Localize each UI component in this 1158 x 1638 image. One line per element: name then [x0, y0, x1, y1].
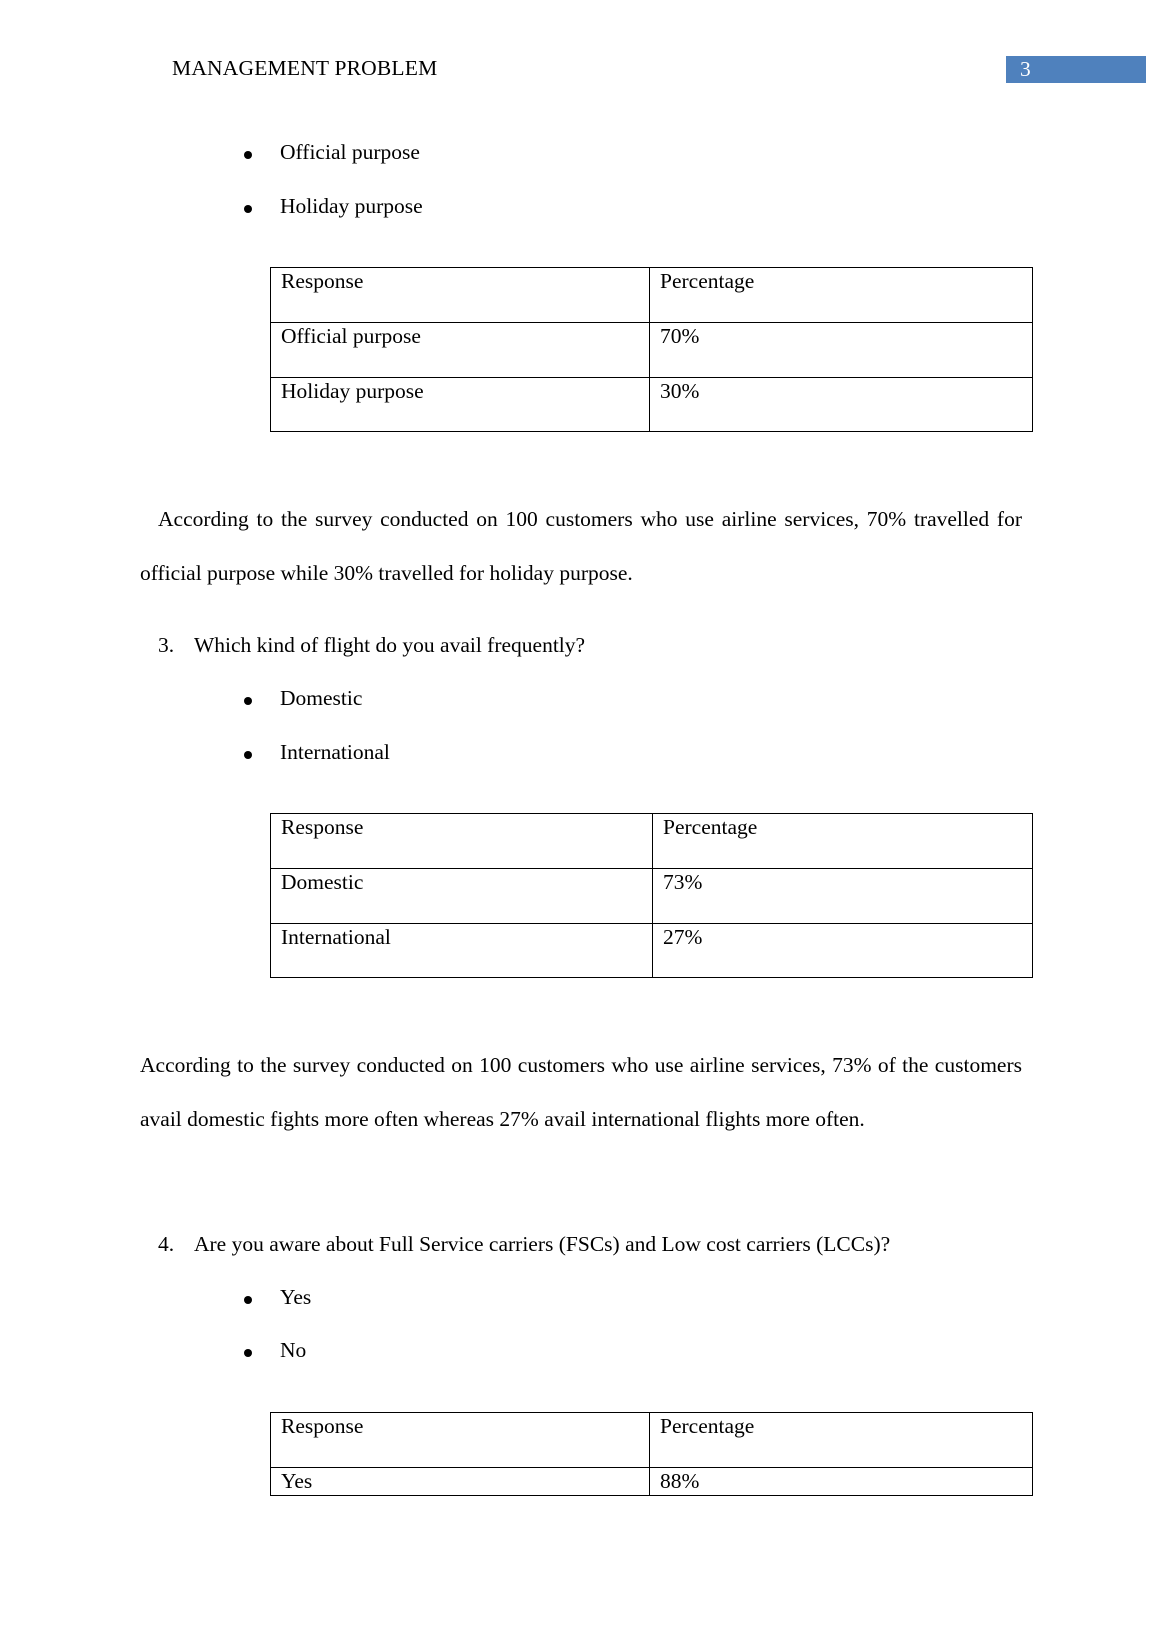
- bullet-text: No: [280, 1338, 307, 1362]
- table-cell: 88%: [650, 1468, 1033, 1496]
- table-row: [271, 869, 1033, 924]
- response-table-purpose: [270, 267, 1033, 432]
- table-header-cell: Response: [271, 814, 653, 869]
- table-row: [271, 1468, 1033, 1496]
- bullet-dot-icon: [244, 1349, 252, 1357]
- table-row: [271, 378, 1033, 432]
- table-cell: 27%: [653, 924, 1033, 978]
- table-row: [271, 924, 1033, 978]
- table-header-row: [271, 1413, 1033, 1468]
- table-header-row: [271, 268, 1033, 323]
- question-text: Are you aware about Full Service carriers (FSCs) and Low cost carriers (LCCs)?: [194, 1232, 891, 1256]
- table-header-cell: Percentage: [653, 814, 1033, 869]
- bullet-text: Domestic: [280, 686, 363, 710]
- page-number-box: [1006, 56, 1146, 83]
- page-number: 3: [1020, 57, 1031, 81]
- table-header-cell: Percentage: [650, 1413, 1033, 1468]
- table-row: [271, 323, 1033, 378]
- table-cell: 70%: [650, 323, 1033, 378]
- bullet-text: International: [280, 740, 390, 764]
- bullet-text: Yes: [280, 1285, 312, 1309]
- table-header-row: [271, 814, 1033, 869]
- table-cell: Holiday purpose: [271, 378, 650, 432]
- bullet-dot-icon: [244, 751, 252, 759]
- table-header-cell: Percentage: [650, 268, 1033, 323]
- table-cell: 73%: [653, 869, 1033, 924]
- bullet-dot-icon: [244, 697, 252, 705]
- summary-paragraph: According to the survey conducted on 100 customers who use airline services, 73% of the customers avail domestic fights more often whereas 27% avail international flights more often.: [140, 1053, 1022, 1131]
- table-cell: 30%: [650, 378, 1033, 432]
- table-cell: International: [271, 924, 653, 978]
- running-header-title: MANAGEMENT PROBLEM: [172, 56, 438, 80]
- bullet-text: Official purpose: [280, 140, 420, 164]
- bullet-dot-icon: [244, 205, 252, 213]
- response-table-flight-type: [270, 813, 1033, 978]
- table-cell: Yes: [271, 1468, 650, 1496]
- bullet-text: Holiday purpose: [280, 194, 423, 218]
- table-header-cell: Response: [271, 1413, 650, 1468]
- table-cell: Domestic: [271, 869, 653, 924]
- summary-paragraph: According to the survey conducted on 100 customers who use airline services, 70% travelled for official purpose while 30% travelled for holiday purpose.: [140, 507, 1022, 585]
- table-header-cell: Response: [271, 268, 650, 323]
- question-text: Which kind of flight do you avail frequently?: [194, 633, 586, 657]
- response-table-awareness: [270, 1412, 1033, 1496]
- table-cell: Official purpose: [271, 323, 650, 378]
- question-number: 4.: [158, 1232, 175, 1256]
- question-number: 3.: [158, 633, 175, 657]
- bullet-dot-icon: [244, 151, 252, 159]
- bullet-dot-icon: [244, 1296, 252, 1304]
